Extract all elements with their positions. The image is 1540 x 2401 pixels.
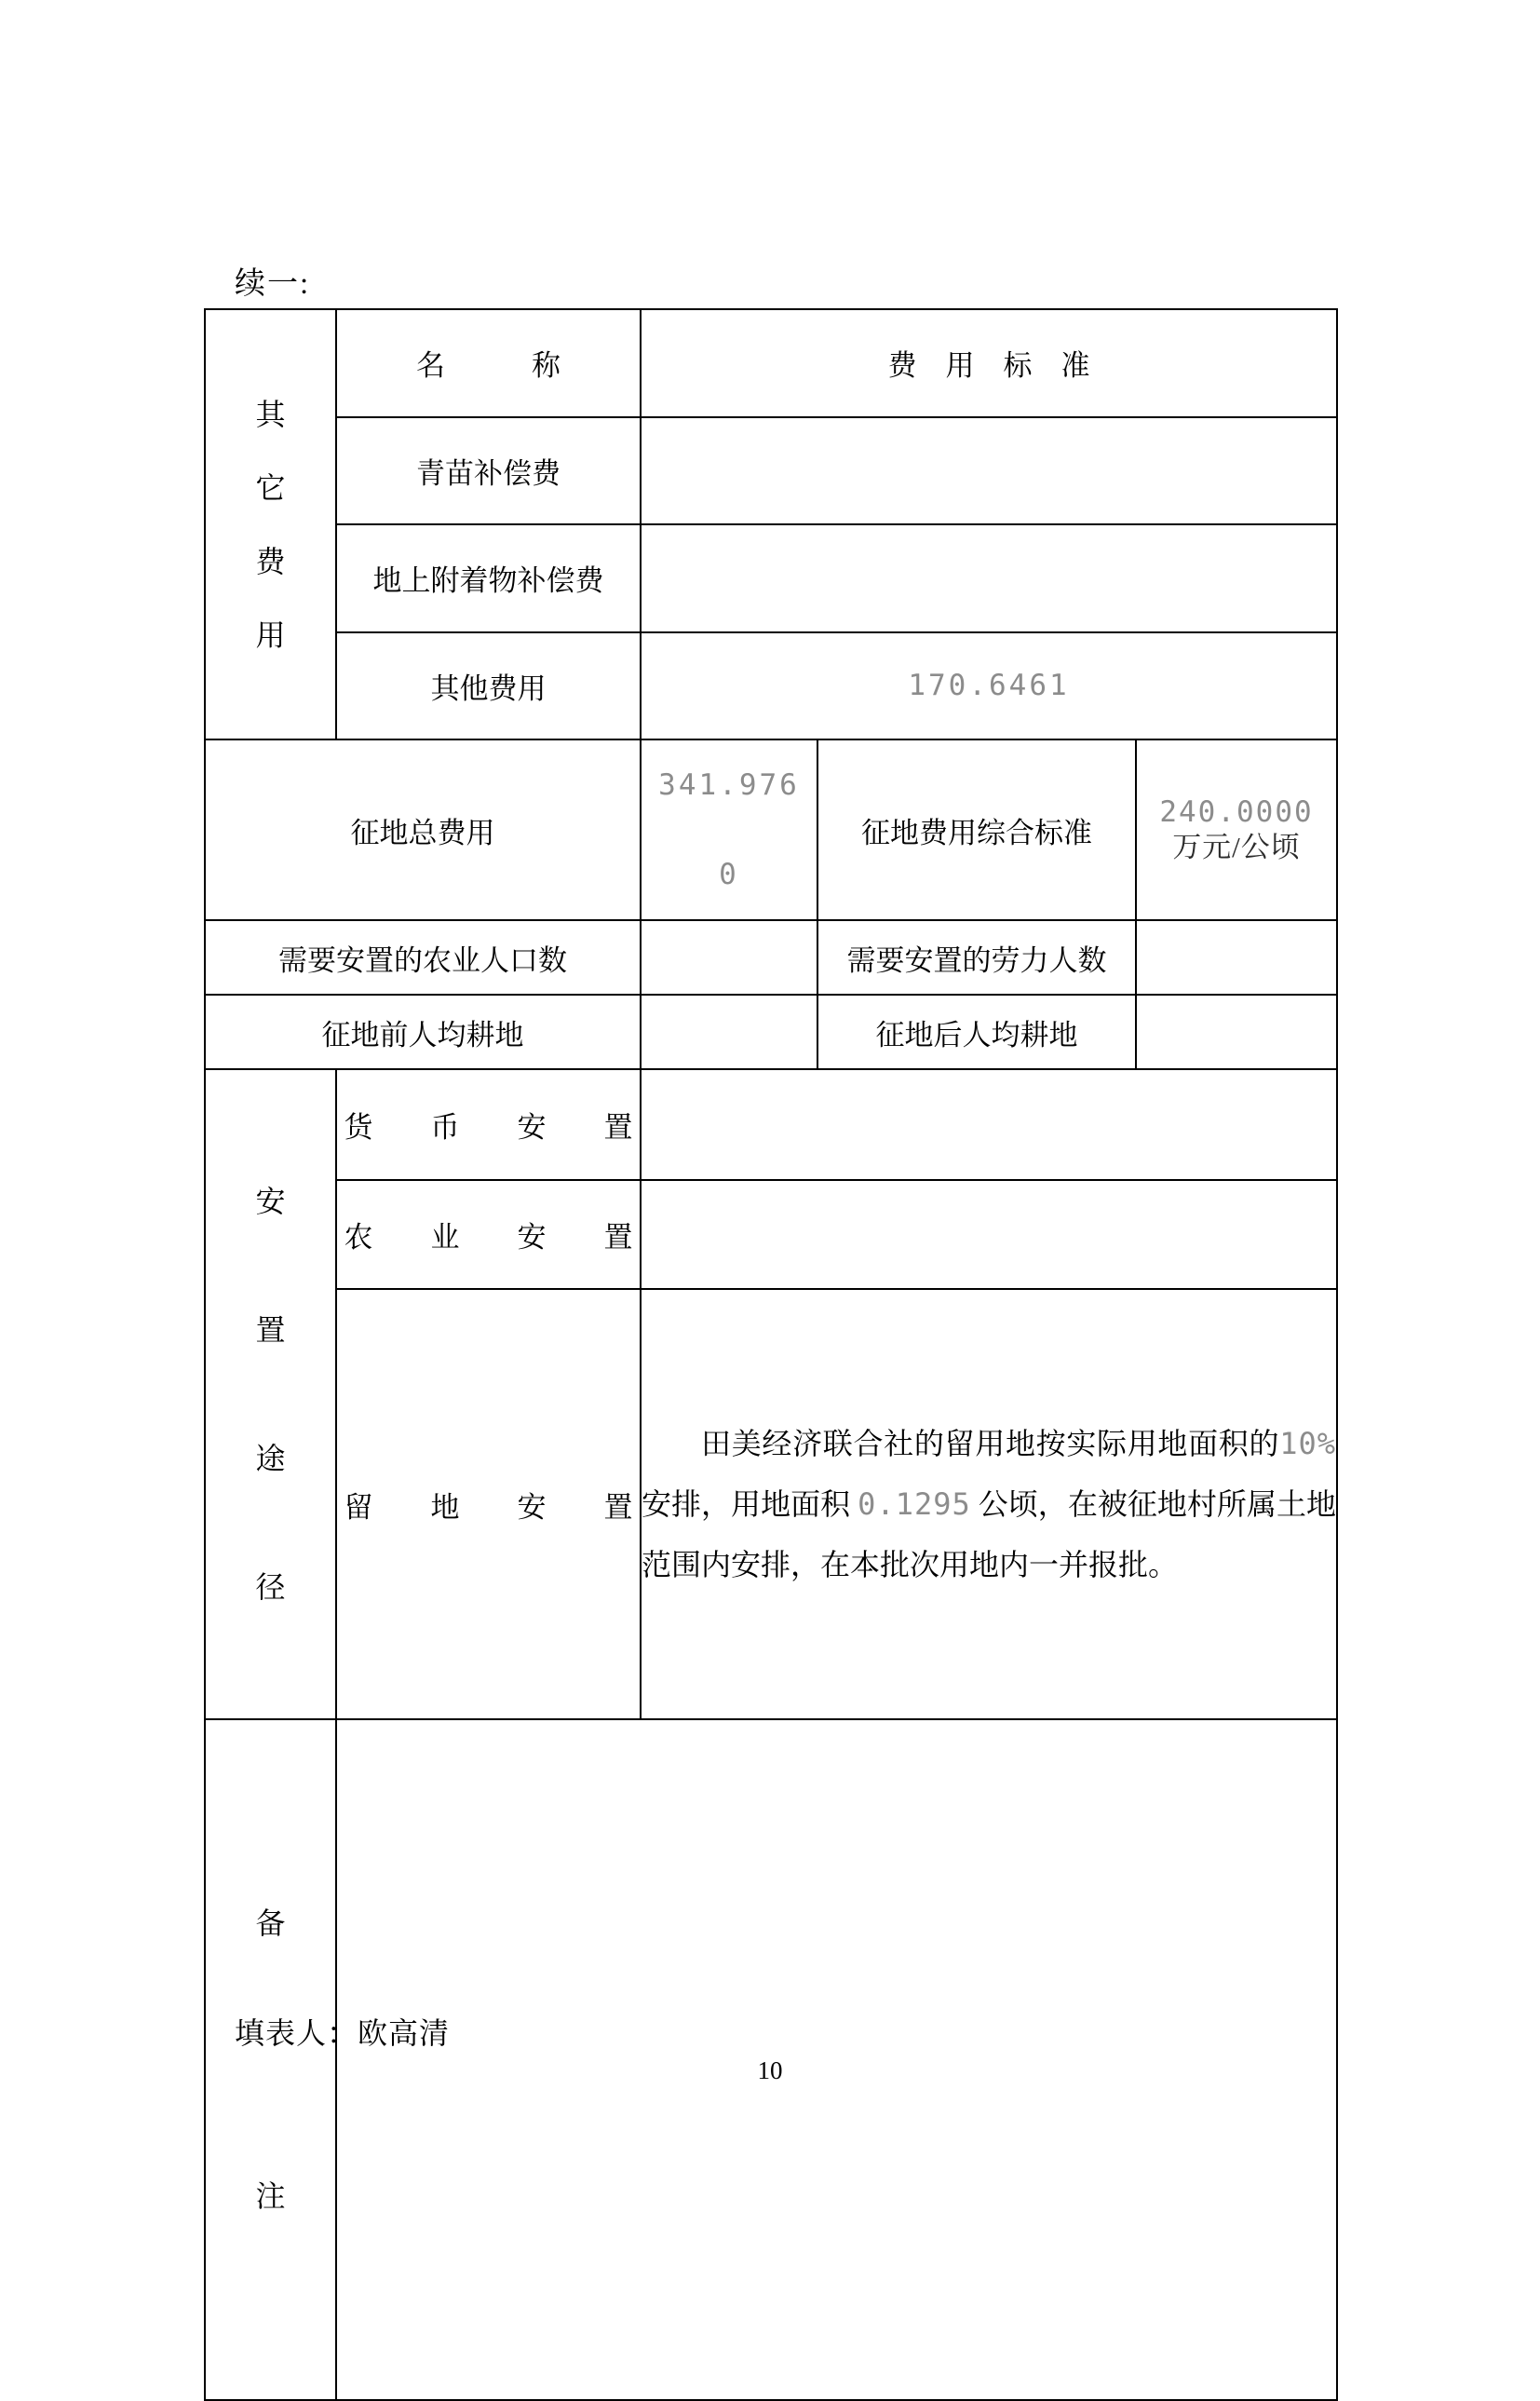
land-reservation-placement-detail: [641, 1289, 1337, 1719]
other-fees-group-cell: [205, 309, 336, 739]
group-char: 其: [255, 397, 286, 431]
total-fee-label: 征地总费用: [205, 739, 641, 920]
group-char: 费: [255, 544, 286, 578]
monetary-placement-value: [641, 1069, 1337, 1180]
group-char: 注: [255, 2178, 286, 2213]
fee-name-header: 名 称: [336, 309, 641, 417]
group-char: 安: [255, 1185, 286, 1218]
paragraph-percentage: 10%: [1279, 1425, 1336, 1461]
group-char: 它: [255, 470, 286, 505]
seedling-compensation-value: [641, 417, 1337, 525]
land-reservation-placement-label: 留 地 安 置: [336, 1289, 641, 1719]
labor-population-label: 需要安置的劳力人数: [817, 920, 1136, 995]
land-acquisition-fee-table: [204, 308, 1338, 2401]
standard-unit: 万元/公顷: [1172, 831, 1301, 863]
attachment-compensation-value: [641, 524, 1337, 632]
paragraph-area-number: 0.1295: [858, 1485, 971, 1522]
agriculture-placement-label: 农 业 安 置: [336, 1180, 641, 1289]
paragraph-segment: 公顷，在被征地村所属土地范围内安排，在本批次用地内一并报批。: [642, 1486, 1336, 1581]
total-fee-value-line1: 341.976: [658, 768, 800, 802]
page-number: 10: [757, 2056, 783, 2084]
group-char: 途: [255, 1442, 286, 1475]
farmland-before-label: 征地前人均耕地: [205, 995, 641, 1069]
other-fees-group-label: [206, 377, 335, 671]
group-char: 置: [255, 1313, 286, 1347]
group-char: 用: [255, 617, 286, 652]
placement-group-cell: [205, 1069, 336, 1719]
farmland-after-value: [1136, 995, 1337, 1069]
seedling-compensation-label: 青苗补偿费: [336, 417, 641, 525]
comprehensive-standard-value: [1136, 739, 1337, 920]
agri-population-value: [641, 920, 817, 995]
monetary-placement-label: 货 币 安 置: [336, 1069, 641, 1180]
paragraph-segment: 安排，用地面积: [642, 1486, 858, 1521]
group-char: 备: [255, 1906, 286, 1941]
agriculture-placement-value: [641, 1180, 1337, 1289]
placement-group-label: [206, 1137, 335, 1651]
continuation-label: 续一:: [235, 267, 311, 301]
other-fee-label: 其他费用: [336, 632, 641, 740]
farmland-after-label: 征地后人均耕地: [817, 995, 1136, 1069]
total-fee-value-line2: 0: [719, 858, 739, 891]
fee-standard-header: 费 用 标 准: [641, 309, 1337, 417]
other-fee-value: 170.6461: [641, 632, 1337, 740]
standard-amount: 240.0000: [1159, 795, 1314, 829]
agri-population-label: 需要安置的农业人口数: [205, 920, 641, 995]
total-fee-value: [641, 739, 817, 920]
group-char: 径: [255, 1570, 286, 1604]
labor-population-value: [1136, 920, 1337, 995]
farmland-before-value: [641, 995, 817, 1069]
paragraph-segment: 田美经济联合社的留用地按实际用地面积的: [701, 1426, 1280, 1460]
attachment-compensation-label: 地上附着物补偿费: [336, 524, 641, 632]
placement-paragraph: [642, 1414, 1336, 1595]
form-filler-label: 填表人：欧高清: [235, 2016, 451, 2050]
comprehensive-standard-label: 征地费用综合标准: [817, 739, 1136, 920]
